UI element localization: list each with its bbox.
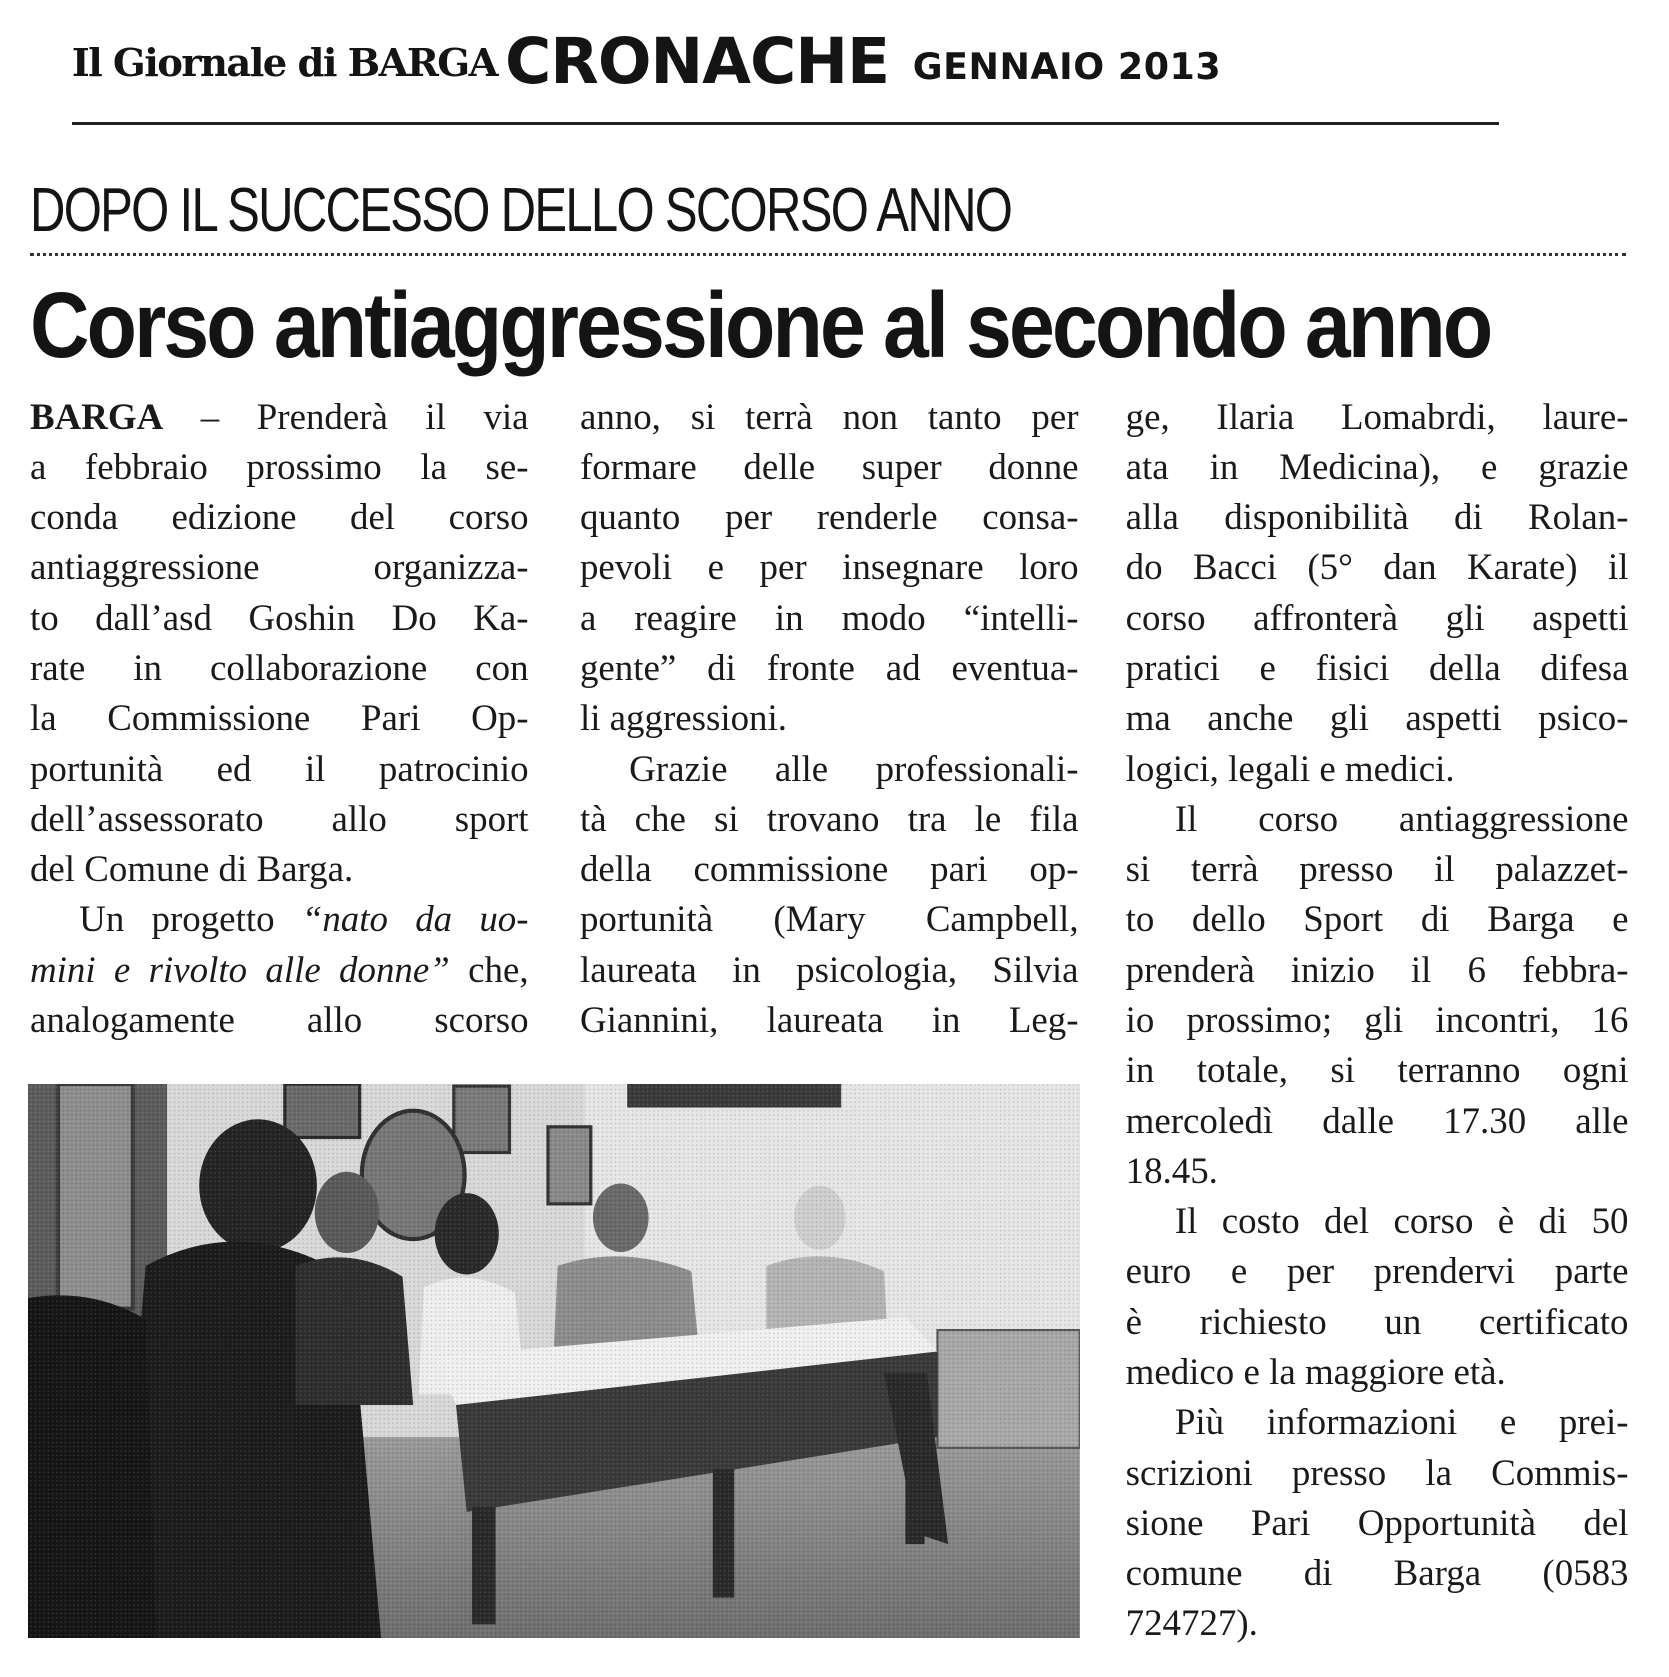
text-line: medico e la maggiore età. xyxy=(1125,1350,1506,1392)
dateline: BARGA xyxy=(29,395,164,437)
text-line: Il corso antiaggressione xyxy=(1174,797,1629,839)
article-column-2 xyxy=(580,392,1079,1046)
masthead-rule xyxy=(72,122,1499,125)
text-line: io prossimo; gli incontri, 16 xyxy=(1125,998,1629,1040)
quote-text: “nato da uo- xyxy=(301,898,529,940)
text-line: dell’assessorato allo sport xyxy=(29,797,529,839)
text-line: do Bacci (5° dan Karate) il xyxy=(1125,546,1629,588)
dotted-rule xyxy=(30,253,1626,256)
text-line: corso affronterà gli aspetti xyxy=(1125,596,1629,638)
text-line: to dall’asd Goshin Do Ka- xyxy=(29,596,529,638)
text-line: è richiesto un certificato xyxy=(1125,1300,1629,1342)
text-line: alla disponibilità di Rolan- xyxy=(1125,496,1629,538)
text-line: Un progetto “nato da uo- xyxy=(79,898,529,940)
text-line: euro e per prendervi parte xyxy=(1125,1250,1629,1292)
newspaper-brand: Il Giornale di BARGA xyxy=(71,40,497,86)
article-headline: Corso antiaggressione al secondo anno xyxy=(29,272,1491,377)
text-line: quanto per renderle consa- xyxy=(579,496,1079,538)
text-line: portunità (Mary Campbell, xyxy=(579,898,1079,940)
text-line: li aggressioni. xyxy=(579,697,787,739)
article-kicker: DOPO IL SUCCESSO DELLO SCORSO ANNO xyxy=(29,176,1012,246)
text-line: sione Pari Opportunità del xyxy=(1125,1501,1629,1543)
text-line: del Comune di Barga. xyxy=(29,848,354,890)
text-line: pratici e fisici della difesa xyxy=(1125,647,1629,689)
text-line: a reagire in modo “intelli- xyxy=(579,596,1079,638)
text-line: anno, si terrà non tanto per xyxy=(579,395,1079,437)
text-line: Grazie alle professionali- xyxy=(629,747,1079,789)
text-line: si terrà presso il palazzet- xyxy=(1125,848,1629,890)
text-line: to dello Sport di Barga e xyxy=(1125,898,1629,940)
text-line: ge, Ilaria Lomabrdi, laure- xyxy=(1125,395,1629,437)
article-column-1 xyxy=(30,392,529,1046)
text-line: mercoledì dalle 17.30 alle xyxy=(1125,1099,1629,1141)
text-line: in totale, si terranno ogni xyxy=(1125,1049,1629,1091)
text-line: BARGA – Prenderà il via xyxy=(29,395,529,437)
text-line: comune di Barga (0583 xyxy=(1125,1552,1629,1594)
text-line: prenderà inizio il 6 febbra- xyxy=(1125,948,1629,990)
meeting-photo-illustration xyxy=(28,1084,1080,1638)
article-photo xyxy=(28,1084,1080,1638)
text-line: logici, legali e medici. xyxy=(1125,747,1455,789)
text-line: 724727). xyxy=(1125,1602,1258,1644)
section-title: CRONACHE xyxy=(505,23,890,98)
text-line: ata in Medicina), e grazie xyxy=(1125,445,1629,487)
text-line: ma anche gli aspetti psico- xyxy=(1125,697,1629,739)
text-line: antiaggressione organizza- xyxy=(29,546,529,588)
masthead xyxy=(71,23,1506,98)
text-line: pevoli e per insegnare loro xyxy=(579,546,1079,588)
text-line: della commissione pari op- xyxy=(579,848,1079,890)
text-line: analogamente allo scorso xyxy=(29,998,529,1040)
issue-date: GENNAIO 2013 xyxy=(912,44,1222,88)
text-line: la Commissione Pari Op- xyxy=(29,697,529,739)
text-line: 18.45. xyxy=(1125,1149,1218,1191)
text-line: laureata in psicologia, Silvia xyxy=(579,948,1079,990)
text-line: Più informazioni e prei- xyxy=(1174,1401,1629,1443)
text-line: a febbraio prossimo la se- xyxy=(29,445,529,487)
quote-text: mini e rivolto alle donne” xyxy=(29,948,450,990)
text-line: rate in collaborazione con xyxy=(29,647,529,689)
text-line: mini e rivolto alle donne” che, xyxy=(29,948,529,990)
text-line: tà che si trovano tra le fila xyxy=(579,797,1079,839)
article-column-3 xyxy=(1126,392,1629,1649)
text-line: Giannini, laureata in Leg- xyxy=(579,998,1079,1040)
text-line: conda edizione del corso xyxy=(29,496,529,538)
text-line: formare delle super donne xyxy=(579,445,1079,487)
text-line: Il costo del corso è di 50 xyxy=(1174,1200,1629,1242)
text-line: gente” di fronte ad eventua- xyxy=(579,647,1079,689)
text-line: portunità ed il patrocinio xyxy=(29,747,529,789)
text-line: scrizioni presso la Commis- xyxy=(1125,1451,1629,1493)
